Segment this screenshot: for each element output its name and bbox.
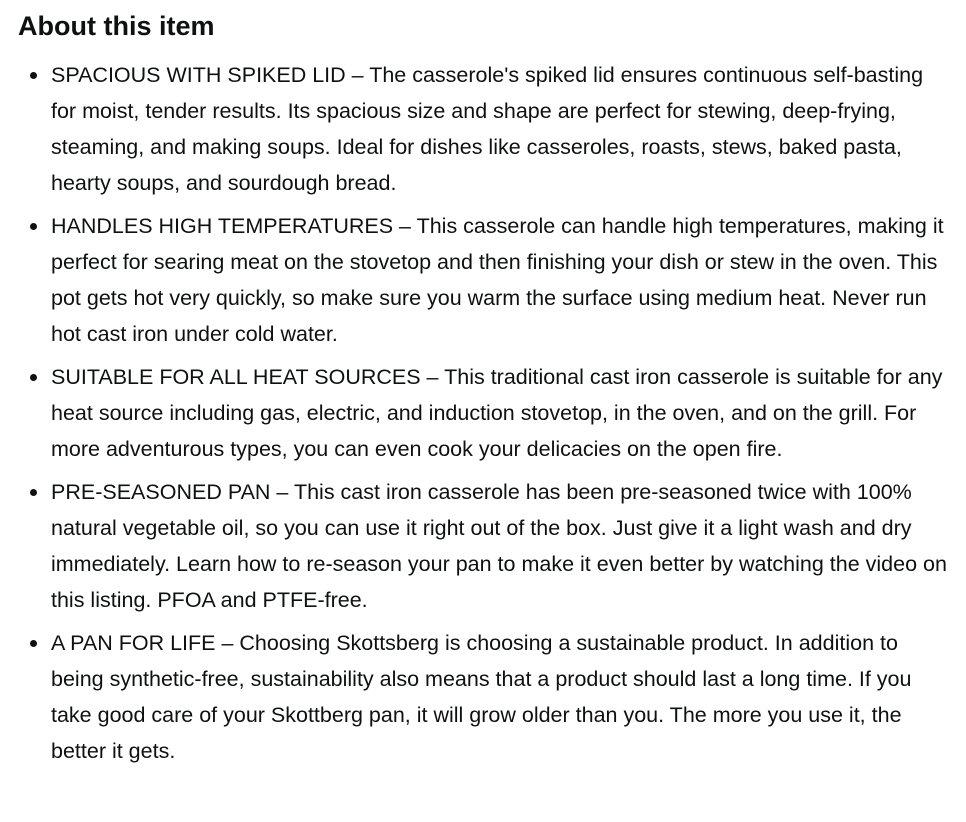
bullet-icon bbox=[30, 489, 37, 496]
feature-bullet-pre-seasoned bbox=[18, 474, 948, 618]
feature-text: SUITABLE FOR ALL HEAT SOURCES – This traditional cast iron casserole is suitable for any heat source including gas, electric, and induction stovetop, in the oven, and on the grill. For more adventurous types, you can even cook your delicacies on the open fire. bbox=[51, 365, 943, 461]
feature-text: SPACIOUS WITH SPIKED LID – The casserole's spiked lid ensures continuous self-basting for moist, tender results. Its spacious size and shape are perfect for stewing, deep-frying, steaming, and making soups. Ideal for dishes like casseroles, roasts, stews, baked pasta, hearty soups, and sourdough bread. bbox=[51, 63, 924, 195]
feature-bullet-pan-for-life bbox=[18, 625, 948, 769]
feature-bullet-heat-sources bbox=[18, 359, 948, 467]
bullet-icon bbox=[30, 640, 37, 647]
bullet-icon bbox=[30, 72, 37, 79]
feature-text: HANDLES HIGH TEMPERATURES – This casserole can handle high temperatures, making it perfect for searing meat on the stovetop and then finishing your dish or stew in the oven. This pot gets hot very quickly, so make sure you warm the surface using medium heat. Never run hot cast iron under cold water. bbox=[51, 214, 944, 346]
feature-text: PRE-SEASONED PAN – This cast iron casserole has been pre-seasoned twice with 100% natural vegetable oil, so you can use it right out of the box. Just give it a light wash and dry immediately. Learn how to re-season your pan to make it even better by watching the video on this listing. PFOA and PTFE-free. bbox=[51, 480, 947, 612]
bullet-icon bbox=[30, 374, 37, 381]
bullet-icon bbox=[30, 223, 37, 230]
feature-bullet-list bbox=[18, 57, 948, 769]
feature-bullet-spacious-lid bbox=[18, 57, 948, 201]
feature-bullet-high-temperatures bbox=[18, 208, 948, 352]
section-title: About this item bbox=[18, 11, 215, 41]
feature-text: A PAN FOR LIFE – Choosing Skottsberg is choosing a sustainable product. In addition to being synthetic-free, sustainability also means that a product should last a long time. If you take good care of your Skottberg pan, it will grow older than you. The more you use it, the better it gets. bbox=[51, 631, 912, 763]
